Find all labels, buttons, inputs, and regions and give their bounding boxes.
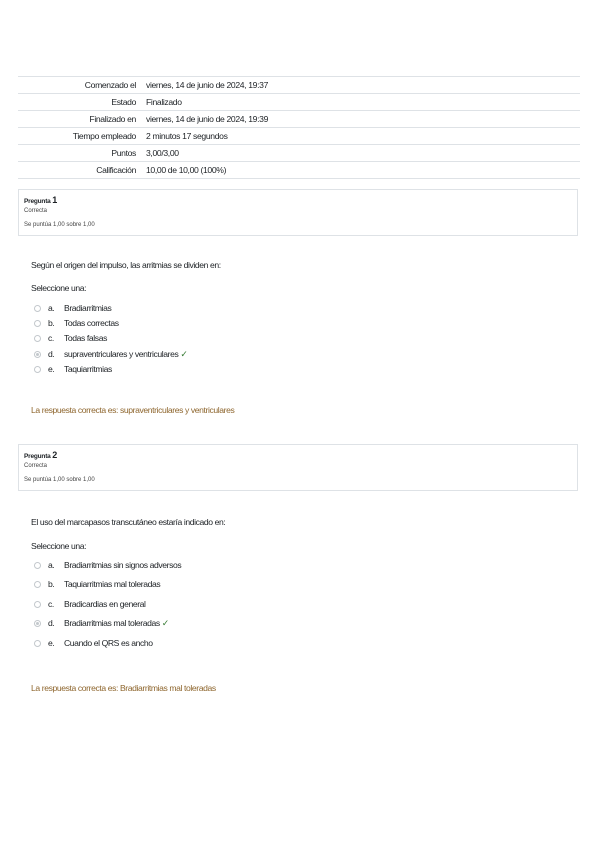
option-text: Todas falsas [64, 333, 107, 343]
answer-option[interactable] [34, 559, 181, 571]
option-text: Taquiarritmias mal toleradas [64, 579, 161, 589]
summary-value: viernes, 14 de junio de 2024, 19:39 [142, 111, 580, 128]
answer-option-selected[interactable] [34, 617, 169, 629]
radio-icon[interactable] [34, 640, 41, 647]
check-icon: ✓ [180, 348, 188, 359]
option-letter: d. [48, 349, 55, 359]
option-letter: a. [48, 560, 55, 570]
check-icon: ✓ [161, 617, 169, 628]
answer-option[interactable] [34, 598, 146, 610]
answer-option[interactable] [34, 363, 112, 375]
answer-prompt: Seleccione una: [31, 541, 87, 551]
summary-label: Puntos [18, 145, 142, 162]
radio-icon[interactable] [34, 620, 41, 627]
option-letter: e. [48, 364, 55, 374]
answer-option[interactable] [34, 332, 107, 344]
option-letter: b. [48, 318, 55, 328]
radio-icon[interactable] [34, 601, 41, 608]
summary-value: 2 minutos 17 segundos [142, 128, 580, 145]
right-answer-feedback: La respuesta correcta es: supraventriculares y ventriculares [31, 405, 235, 415]
option-letter: e. [48, 638, 55, 648]
question-info [18, 189, 578, 236]
option-letter: d. [48, 618, 55, 628]
summary-row [18, 162, 580, 179]
radio-icon[interactable] [34, 581, 41, 588]
answer-option[interactable] [34, 317, 119, 329]
option-text: Todas correctas [64, 318, 119, 328]
summary-label: Comenzado el [18, 77, 142, 94]
summary-value: 10,00 de 10,00 (100%) [142, 162, 580, 179]
summary-label: Tiempo empleado [18, 128, 142, 145]
summary-row [18, 111, 580, 128]
question-number [24, 450, 57, 460]
question-grade: Se puntúa 1,00 sobre 1,00 [24, 477, 95, 483]
radio-icon[interactable] [34, 366, 41, 373]
summary-label: Estado [18, 94, 142, 111]
option-text: Bradiarritmias sin signos adversos [64, 560, 182, 570]
option-text: supraventriculares y ventriculares [64, 349, 179, 359]
answer-option[interactable] [34, 637, 153, 649]
option-text: Cuando el QRS es ancho [64, 638, 153, 648]
option-letter: c. [48, 599, 54, 609]
option-text: Bradiarritmias mal toleradas [64, 618, 160, 628]
question-info [18, 444, 578, 491]
option-text: Taquiarritmias [64, 364, 112, 374]
question-state: Correcta [24, 208, 48, 214]
question-num: 2 [52, 450, 57, 460]
question-state: Correcta [24, 463, 48, 469]
summary-value: 3,00/3,00 [142, 145, 580, 162]
radio-icon[interactable] [34, 562, 41, 569]
answer-option-selected[interactable] [34, 348, 188, 360]
right-answer-feedback: La respuesta correcta es: Bradiarritmias mal toleradas [31, 683, 216, 693]
answer-prompt: Seleccione una: [31, 283, 87, 293]
answer-option[interactable] [34, 302, 111, 314]
radio-icon[interactable] [34, 335, 41, 342]
question-text: El uso del marcapasos transcutáneo estaría indicado en: [31, 517, 226, 527]
summary-label: Finalizado en [18, 111, 142, 128]
radio-icon[interactable] [34, 305, 41, 312]
question-text: Según el origen del impulso, las arritmias se dividen en: [31, 260, 221, 270]
option-letter: a. [48, 303, 55, 313]
summary-value: viernes, 14 de junio de 2024, 19:37 [142, 77, 580, 94]
summary-row [18, 145, 580, 162]
summary-value: Finalizado [142, 94, 580, 111]
question-num: 1 [52, 195, 57, 205]
option-text: Bradicardias en general [64, 599, 146, 609]
option-text: Bradiarritmias [64, 303, 112, 313]
radio-icon[interactable] [34, 320, 41, 327]
question-number [24, 195, 57, 205]
answer-option[interactable] [34, 578, 160, 590]
question-label: Pregunta [24, 453, 51, 460]
question-grade: Se puntúa 1,00 sobre 1,00 [24, 222, 95, 228]
option-letter: b. [48, 579, 55, 589]
summary-label: Calificación [18, 162, 142, 179]
attempt-summary [18, 76, 580, 179]
option-letter: c. [48, 333, 54, 343]
radio-icon[interactable] [34, 351, 41, 358]
summary-row [18, 94, 580, 111]
summary-row [18, 128, 580, 145]
question-label: Pregunta [24, 198, 51, 205]
summary-row [18, 77, 580, 94]
